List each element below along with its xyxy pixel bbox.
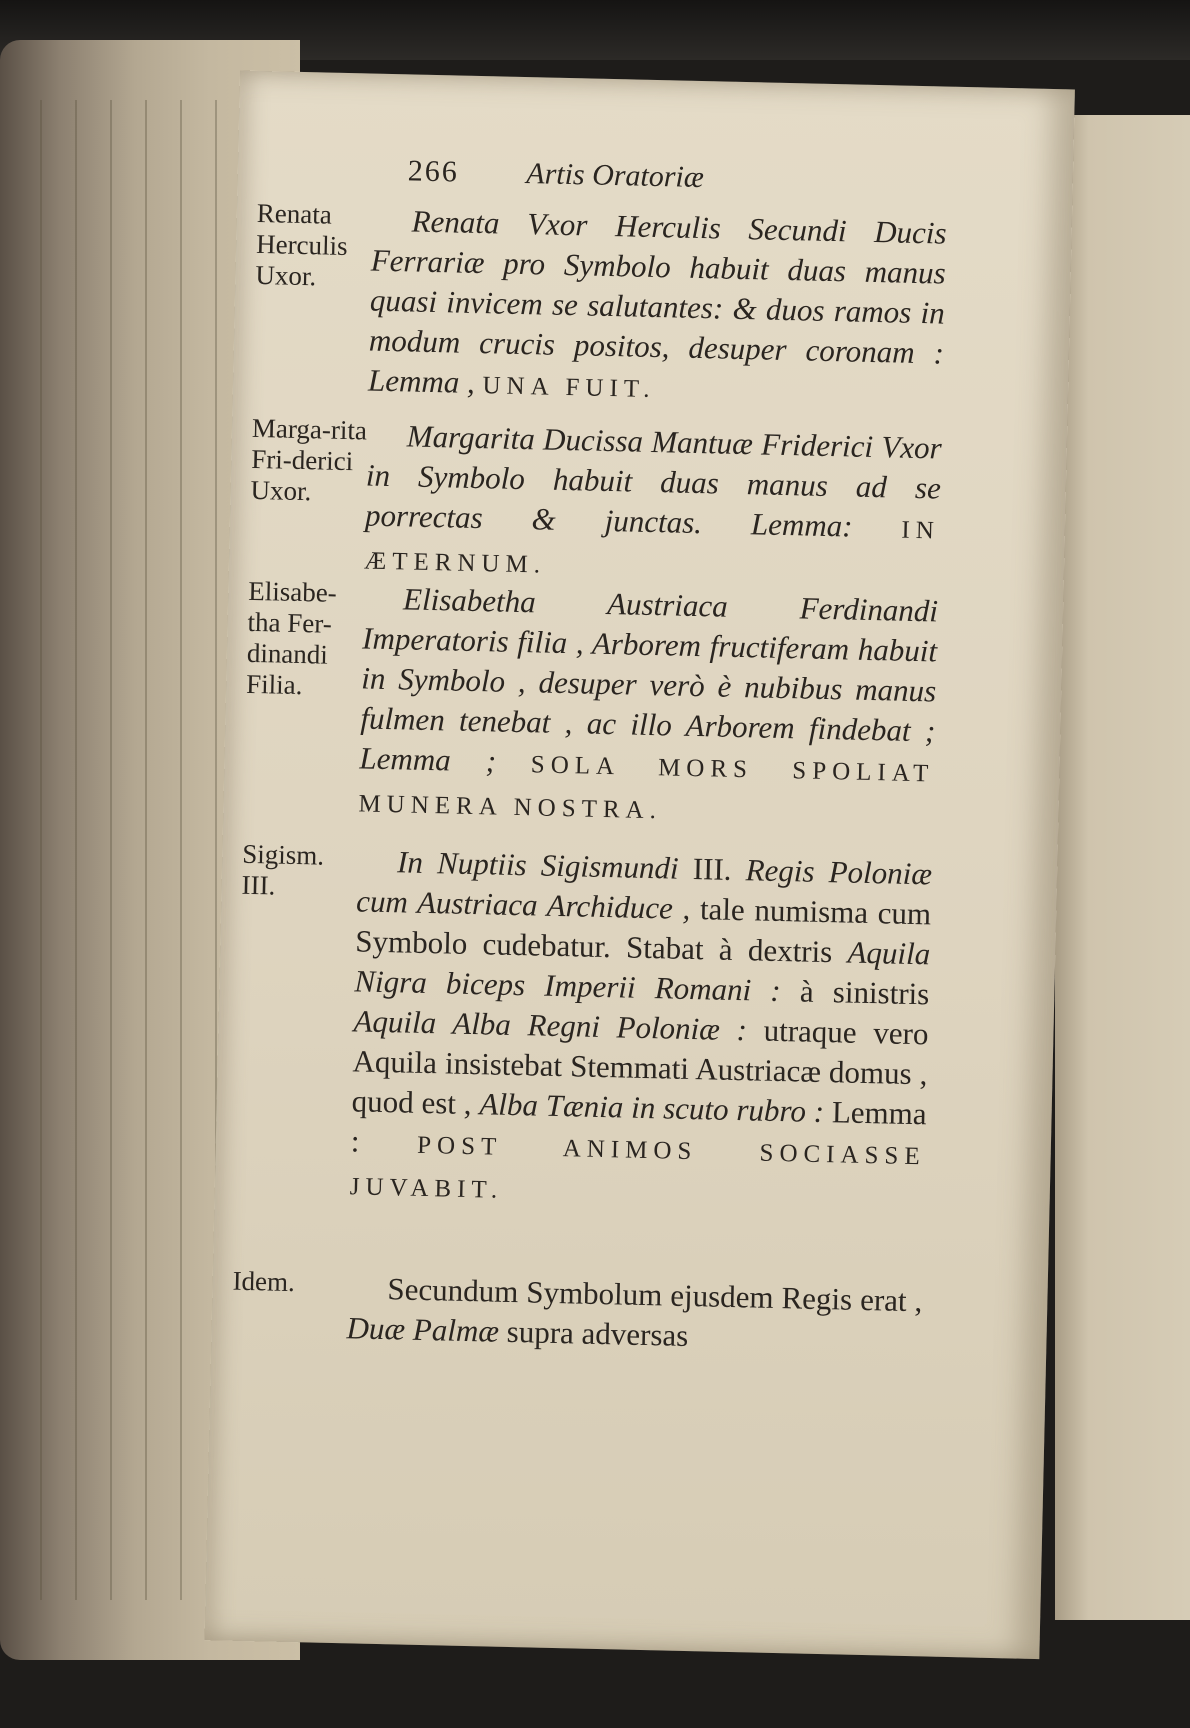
book-page (204, 71, 1074, 1660)
margin-note-sigismund: Sigism. III. (241, 838, 325, 901)
page-number: 266 (407, 154, 460, 189)
page-header (407, 154, 704, 195)
entry-margarita: Margarita Ducissa Mantuæ Friderici Vxor in Symbolo habuit duas manus ad se porrectas & junctas. Lemma: IN ÆTERNUM. (363, 418, 943, 579)
margin-note-renata: Renata Herculis Uxor. (255, 197, 348, 292)
running-title: Artis Oratoriæ (525, 157, 705, 195)
facing-page-edge (1055, 115, 1190, 1620)
entry-elisabetha: Elisabetha Austriaca Ferdinandi Imperatoris filia , Arborem fructiferam habuit in Symbolo , desuper verò è nubibus manus fulmen tenebat , ac illo Arborem findebat ; Lemma ; SOLA MORS SPOLIAT MUNERA NOSTRA. (358, 581, 939, 825)
entry-sigismund: In Nuptiis Sigismundi III. Regis Poloniæ cum Austriaca Archiduce , tale numisma cum Symbolo cudebatur. Stabat à dextris Aquila Nigra biceps Imperii Romani : à sinistris Aquila Alba Regni Poloniæ : utraque vero Aquila insistebat Stemmati Austriacæ domus , quod est , Alba Tænia in scuto rubro : Lemma : POST ANIMOS SOCIASSE JUVABIT. (349, 844, 933, 1204)
margin-note-margarita: Marga-rita Fri-derici Uxor. (250, 412, 368, 507)
entry-renata: Renata Vxor Herculis Secundi Ducis Ferrariæ pro Symbolo habuit duas manus quasi invicem se salutantes: & duos ramos in modum crucis positos, desuper coronam : Lemma , UNA FUIT. (367, 203, 947, 404)
entry-idem: Secundum Symbolum ejusdem Regis erat , Duæ Palmæ supra adversas (346, 1271, 923, 1354)
margin-note-idem: Idem. (232, 1265, 296, 1298)
margin-note-elisabetha: Elisabe-tha Fer-dinandi Filia. (245, 575, 338, 701)
